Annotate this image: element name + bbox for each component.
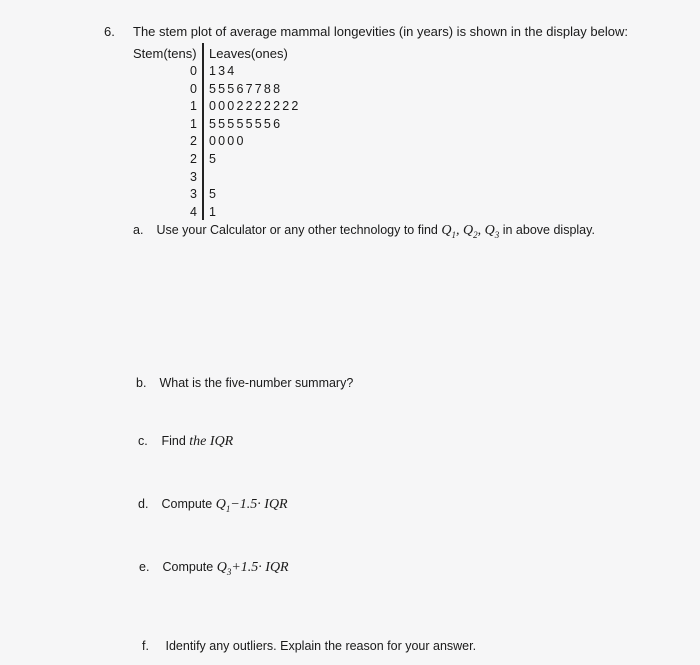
question-title: The stem plot of average mammal longevities (in years) is shown in the display below: (133, 24, 628, 39)
part-d-expression: −1.5· IQR (230, 497, 288, 512)
part-e-text: Compute (162, 560, 214, 574)
part-f-label: f. (142, 639, 149, 653)
stem-value: 3 (190, 169, 197, 184)
part-d-text: Compute (161, 497, 213, 511)
part-c-tail: the IQR (189, 434, 234, 449)
stem-header: Stem(tens) (133, 46, 197, 61)
stem-value: 3 (190, 187, 197, 202)
part-a-label: a. (133, 223, 144, 237)
leaf-values: 5 (209, 187, 219, 202)
stem-value: 0 (190, 64, 197, 78)
leaf-values: 0000 (209, 134, 246, 149)
part-c-text: Find (161, 434, 186, 448)
part-b (136, 376, 353, 390)
part-d (138, 497, 288, 514)
part-e-label: e. (139, 560, 150, 574)
part-f-text: Identify any outliers. Explain the reason for your answer. (165, 639, 477, 653)
part-d-label: d. (138, 497, 149, 511)
stem-leaf-divider (202, 43, 204, 220)
question-number: 6. (104, 24, 115, 39)
part-c-label: c. (138, 434, 148, 448)
stem-value: 1 (190, 99, 197, 114)
part-b-label: b. (136, 376, 147, 390)
leaf-values: 0002222222 (209, 99, 301, 114)
stem-value: 2 (190, 151, 197, 166)
quartiles-expression: $Q_1$, $Q_2$, $Q_3$ (441, 223, 500, 240)
part-a (133, 223, 595, 240)
q1-symbol: $Q_1$ (215, 497, 231, 514)
leaf-values: 55555556 (209, 116, 283, 131)
part-f (142, 639, 476, 653)
stem-value: 2 (190, 134, 197, 149)
part-a-tail: in above display. (502, 223, 595, 237)
stem-value: 0 (190, 81, 197, 96)
leaf-values: 1 (209, 204, 219, 219)
part-c (138, 434, 233, 450)
q3-symbol: $Q_3$ (216, 560, 232, 577)
part-e-expression: +1.5· IQR (231, 560, 289, 575)
part-b-text: What is the five-number summary? (159, 376, 354, 390)
leaf-values: 55567788 (209, 81, 283, 96)
leaf-header: Leaves(ones) (209, 46, 288, 61)
leaf-values: 5 (209, 151, 219, 166)
stem-value: 1 (190, 116, 197, 131)
part-e (139, 560, 289, 577)
part-a-text: Use your Calculator or any other technology to find (156, 223, 438, 237)
stem-value: 4 (190, 204, 197, 219)
leaf-values: 134 (209, 64, 237, 78)
